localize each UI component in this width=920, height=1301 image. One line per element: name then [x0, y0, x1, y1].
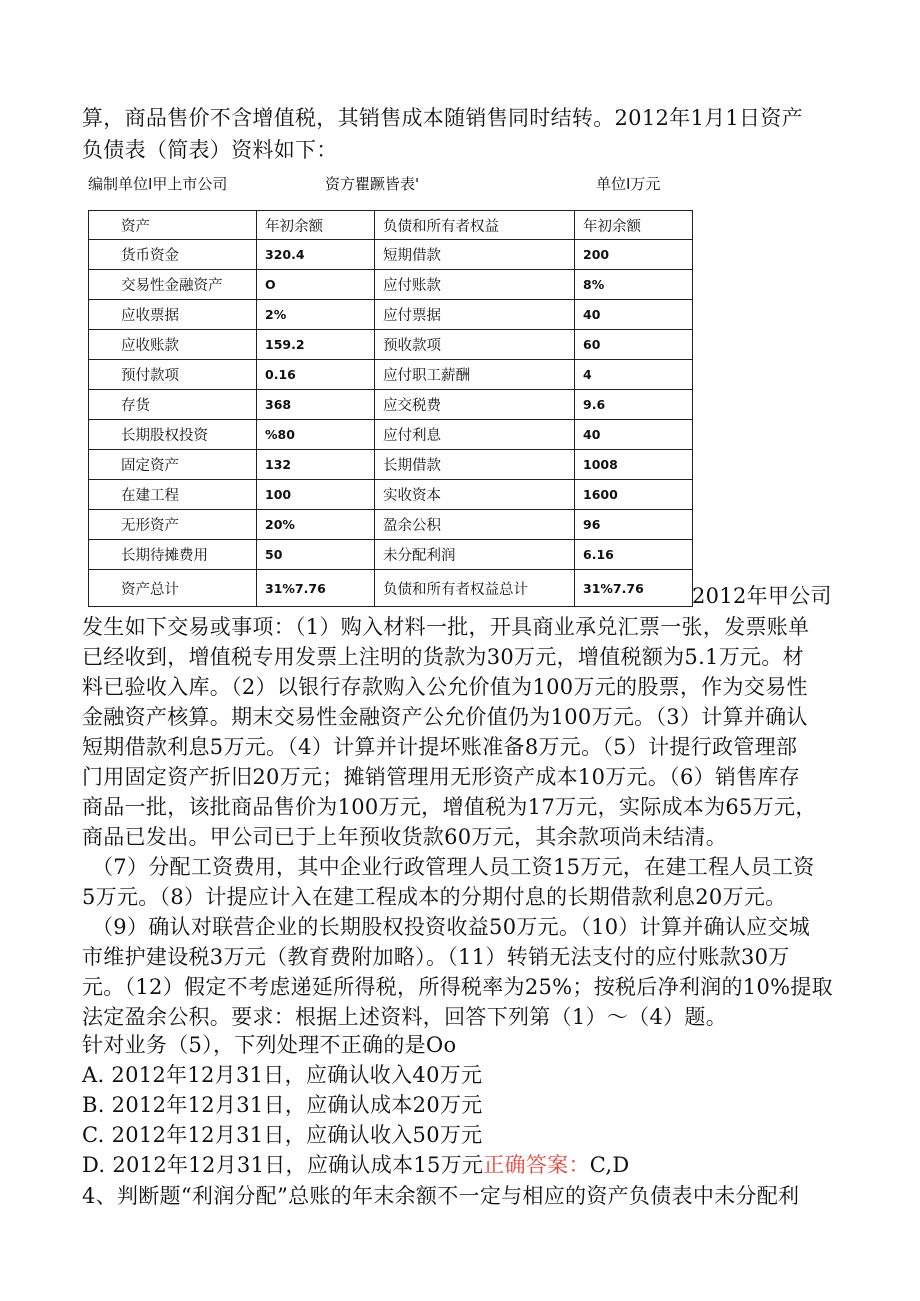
table-row [89, 240, 693, 270]
total-assets-value: 31%7.76 [257, 570, 375, 607]
body-line: 元。（12）假定不考虑递延所得税，所得税率为25%；按税后净利润的10%提取 [82, 975, 833, 999]
liability-name: 预收款项 [375, 330, 575, 360]
asset-name: 长期股权投资 [89, 420, 257, 450]
question-text: 针对业务（5），下列处理不正确的是Oo [82, 1033, 457, 1057]
asset-name: 无形资产 [89, 510, 257, 540]
asset-name: 应收票据 [89, 300, 257, 330]
liability-value: 6.16 [575, 540, 693, 570]
body-line: 料已验收入库。（2）以银行存款购入公允价值为100万元的股票，作为交易性 [82, 675, 808, 699]
liability-value: 8% [575, 270, 693, 300]
table-row [89, 270, 693, 300]
asset-name: 预付款项 [89, 360, 257, 390]
total-liabilities-value: 31%7.76 [575, 570, 693, 607]
body-line: 商品一批，该批商品售价为100万元，增值税为17万元，实际成本为65万元， [82, 795, 817, 819]
asset-value: 50 [257, 540, 375, 570]
asset-name: 固定资产 [89, 450, 257, 480]
liability-name: 应交税费 [375, 390, 575, 420]
table-title: 资方瞿蹶皆表' [325, 175, 420, 193]
table-row [89, 540, 693, 570]
table-row [89, 420, 693, 450]
liability-name: 未分配利润 [375, 540, 575, 570]
answer-label: 正确答案： [483, 1153, 590, 1177]
asset-value: 2% [257, 300, 375, 330]
table-row [89, 450, 693, 480]
asset-name: 货币资金 [89, 240, 257, 270]
asset-value: 320.4 [257, 240, 375, 270]
table-row [89, 390, 693, 420]
liability-value: 96 [575, 510, 693, 540]
table-unit-right: 单位I万元 [596, 175, 661, 193]
answer-value: C,D [589, 1153, 630, 1177]
body-line: 法定盈余公积。要求：根据上述资料，回答下列第（1）～（4）题。 [82, 1005, 728, 1029]
asset-value: 100 [257, 480, 375, 510]
table-row [89, 300, 693, 330]
table-row [89, 480, 693, 510]
liability-name: 长期借款 [375, 450, 575, 480]
asset-name: 长期待摊费用 [89, 540, 257, 570]
table-unit-left: 编制单位I甲上市公司 [88, 175, 228, 193]
option-c: C. 2012年12月31日，应确认收入50万元 [82, 1123, 483, 1147]
asset-value: O [257, 270, 375, 300]
asset-name: 交易性金融资产 [89, 270, 257, 300]
liability-value: 1008 [575, 450, 693, 480]
asset-value: 159.2 [257, 330, 375, 360]
liability-value: 40 [575, 300, 693, 330]
liability-name: 应付票据 [375, 300, 575, 330]
next-question-text: 4、判断题“利润分配”总账的年末余额不一定与相应的资产负债表中未分配利 [82, 1184, 800, 1208]
body-line: 商品已发出。甲公司已于上年预收货款60万元，其余款项尚未结清。 [82, 825, 728, 849]
asset-value: 20% [257, 510, 375, 540]
after-table-fragment: 2012年甲公司 [692, 584, 832, 608]
asset-value: 132 [257, 450, 375, 480]
body-line: 已经收到，增值税专用发票上注明的货款为30万元，增值税额为5.1万元。材 [82, 645, 804, 669]
header-liabilities-opening: 年初余额 [575, 211, 693, 240]
body-line: 门用固定资产折旧20万元；摊销管理用无形资产成本10万元。（6）销售库存 [82, 765, 801, 789]
liability-name: 盈余公积 [375, 510, 575, 540]
liability-value: 4 [575, 360, 693, 390]
total-liabilities-label: 负债和所有者权益总计 [375, 570, 575, 607]
liability-name: 短期借款 [375, 240, 575, 270]
table-row [89, 510, 693, 540]
header-assets-opening: 年初余额 [257, 211, 375, 240]
body-line: 短期借款利息5万元。（4）计算并计提坏账准备8万元。（5）计提行政管理部 [82, 735, 798, 759]
liability-value: 200 [575, 240, 693, 270]
asset-name: 存货 [89, 390, 257, 420]
header-liabilities: 负债和所有者权益 [375, 211, 575, 240]
liability-value: 60 [575, 330, 693, 360]
intro-line-1: 算，商品售价不含增值税，其销售成本随销售同时结转。2012年1月1日资产 [82, 106, 803, 130]
liability-value: 1600 [575, 480, 693, 510]
header-assets: 资产 [89, 211, 257, 240]
body-line: 5万元。（8）计提应计入在建工程成本的分期付息的长期借款利息20万元。 [82, 885, 787, 909]
total-assets-label: 资产总计 [89, 570, 257, 607]
table-row [89, 360, 693, 390]
asset-value: %80 [257, 420, 375, 450]
liability-name: 应付利息 [375, 420, 575, 450]
liability-name: 应付账款 [375, 270, 575, 300]
option-a: A. 2012年12月31日，应确认收入40万元 [82, 1063, 483, 1087]
option-d-row [82, 1151, 629, 1179]
liability-value: 9.6 [575, 390, 693, 420]
table-row [89, 330, 693, 360]
liability-name: 应付职工薪酬 [375, 360, 575, 390]
body-line: （9）确认对联营企业的长期股权投资收益50万元。（10）计算并确认应交城 [92, 915, 811, 939]
body-line: 市维护建设税3万元（教育费附加略）。（11）转销无法支付的应付账款30万 [82, 945, 790, 969]
table-header-row [89, 211, 693, 240]
body-line: （7）分配工资费用，其中企业行政管理人员工资15万元，在建工程人员工资 [92, 855, 815, 879]
liability-value: 40 [575, 420, 693, 450]
asset-value: 0.16 [257, 360, 375, 390]
body-line: 金融资产核算。期末交易性金融资产公允价值仍为100万元。（3）计算并确认 [82, 705, 808, 729]
table-total-row [89, 570, 693, 607]
body-line: 发生如下交易或事项：（1）购入材料一批，开具商业承兑汇票一张，发票账单 [82, 615, 810, 639]
asset-value: 368 [257, 390, 375, 420]
liability-name: 实收资本 [375, 480, 575, 510]
balance-sheet-table [88, 210, 693, 607]
asset-name: 应收账款 [89, 330, 257, 360]
option-b: B. 2012年12月31日，应确认成本20万元 [82, 1093, 483, 1117]
option-d: D. 2012年12月31日，应确认成本15万元 [82, 1153, 484, 1177]
intro-line-2: 负债表（简表）资料如下： [82, 138, 338, 162]
asset-name: 在建工程 [89, 480, 257, 510]
